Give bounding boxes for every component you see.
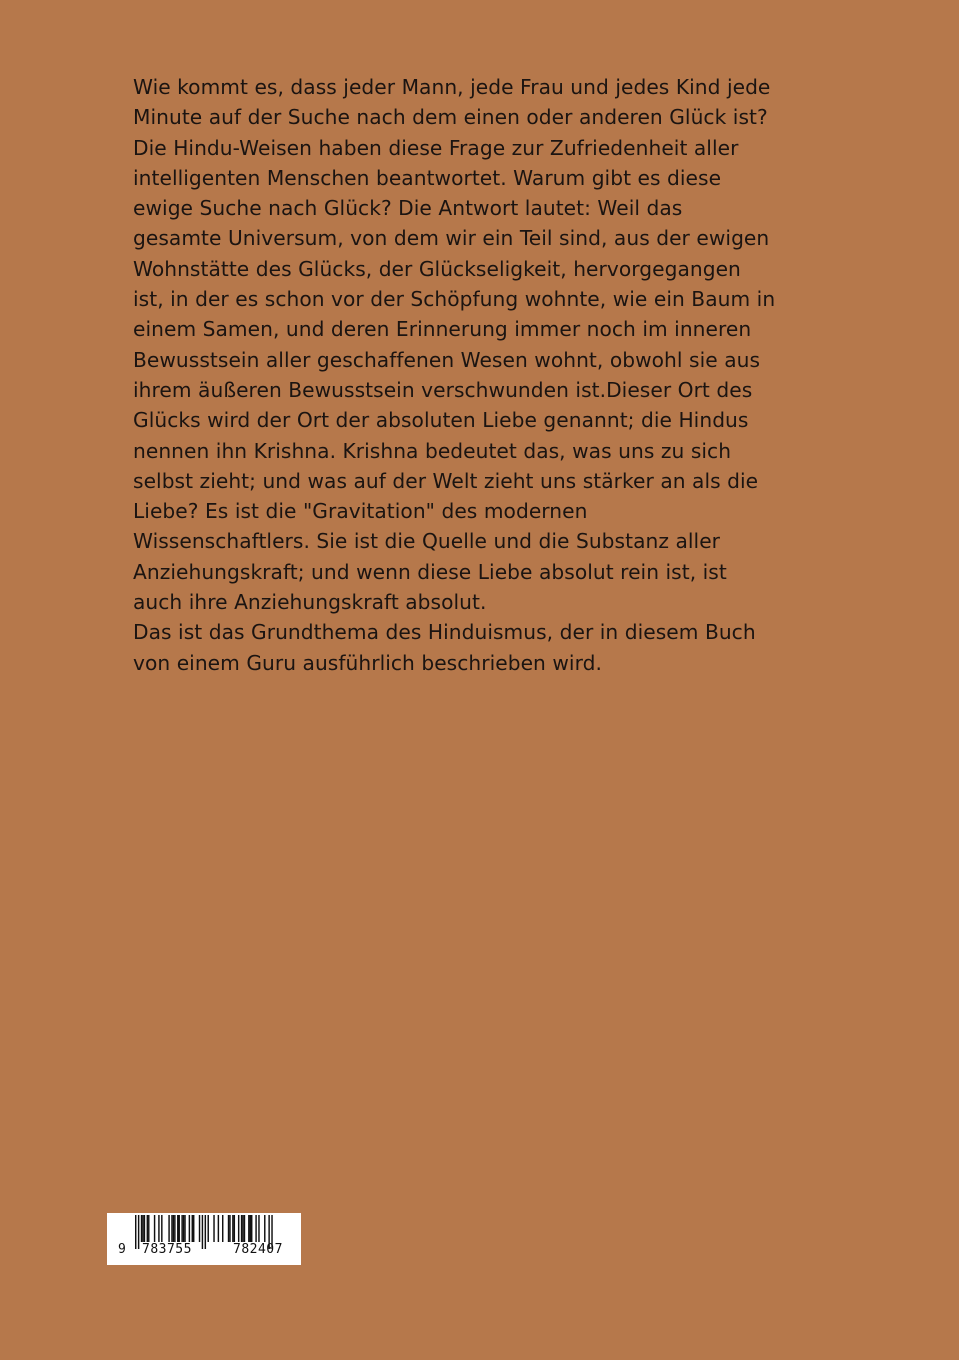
blurb-line: ihrem äußeren Bewusstsein verschwunden ist.Dieser Ort des	[133, 377, 753, 402]
barcode-lead-digit: 9	[118, 1242, 126, 1257]
barcode-digits	[107, 1213, 301, 1265]
barcode-left-digits: 783755	[142, 1242, 192, 1257]
blurb-line: Wissenschaftlers. Sie ist die Quelle und die Substanz aller	[133, 529, 721, 554]
blurb-line: intelligenten Menschen beantwortet. Warum gibt es diese	[133, 165, 722, 190]
blurb-line: Liebe? Es ist die "Gravitation" des modernen	[133, 499, 588, 524]
blurb-line: auch ihre Anziehungskraft absolut.	[133, 590, 487, 615]
blurb-line: Bewusstsein aller geschaffenen Wesen wohnt, obwohl sie aus	[133, 347, 761, 372]
blurb-line: Wohnstätte des Glücks, der Glückseligkeit, hervorgegangen	[133, 256, 741, 281]
blurb-line: selbst zieht; und was auf der Welt zieht uns stärker an als die	[133, 468, 759, 493]
blurb-line: gesamte Universum, von dem wir ein Teil sind, aus der ewigen	[133, 226, 770, 251]
blurb-line: ist, in der es schon vor der Schöpfung wohnte, wie ein Baum in	[133, 287, 776, 312]
blurb-line: von einem Guru ausführlich beschrieben wird.	[133, 650, 602, 675]
blurb-line: Die Hindu-Weisen haben diese Frage zur Zufriedenheit aller	[133, 135, 739, 160]
blurb-line: Glücks wird der Ort der absoluten Liebe genannt; die Hindus	[133, 408, 749, 433]
blurb-line: Anziehungskraft; und wenn diese Liebe absolut rein ist, ist	[133, 559, 727, 584]
isbn-barcode	[107, 1213, 301, 1265]
blurb-line: Minute auf der Suche nach dem einen oder anderen Glück ist?	[133, 105, 768, 130]
blurb-text	[133, 72, 833, 678]
blurb-line: nennen ihn Krishna. Krishna bedeutet das, was uns zu sich	[133, 438, 732, 463]
blurb-line: Wie kommt es, dass jeder Mann, jede Frau und jedes Kind jede	[133, 75, 771, 99]
barcode-right-digits: 782407	[233, 1242, 283, 1257]
blurb-line: einem Samen, und deren Erinnerung immer noch im inneren	[133, 317, 752, 342]
blurb-line: ewige Suche nach Glück? Die Antwort lautet: Weil das	[133, 196, 683, 221]
blurb-line: Das ist das Grundthema des Hinduismus, der in diesem Buch	[133, 620, 756, 645]
